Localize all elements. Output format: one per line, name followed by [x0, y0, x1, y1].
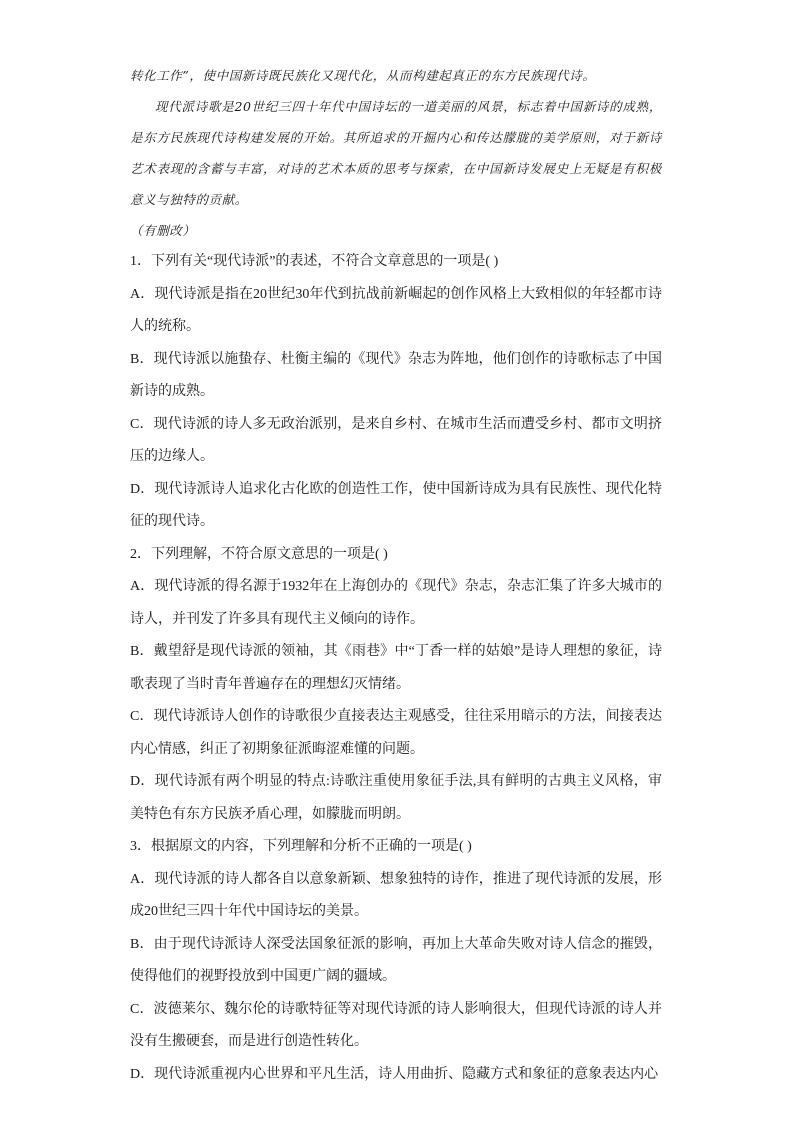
reading-passage [130, 60, 662, 246]
question-stem: 3．根据原文的内容，下列理解和分析不正确的一项是( ) [130, 839, 472, 854]
option-c: C．现代诗派的诗人多无政治派别，是来自乡村、在城市生活而遭受乡村、都市文明挤压的边缘人。 [130, 416, 662, 464]
option-b: B．戴望舒是现代诗派的领袖，其《雨巷》中“丁香一样的姑娘”是诗人理想的象征，诗歌表现了当时青年普遍存在的理想幻灭情绪。 [130, 644, 662, 692]
passage-paragraph: 转化工作”，使中国新诗既民族化又现代化，从而构建起真正的东方民族现代诗。 [130, 68, 596, 83]
passage-paragraph: 现代派诗歌是20世纪三四十年代中国诗坛的一道美丽的风景，标志着中国新诗的成熟，是东方民族现代诗构建发展的开始。其所追求的开掘内心和传达朦胧的美学原则，对于新诗艺术表现的含蓄与丰富，对诗的艺术本质的思考与探索，在中国新诗发展史上无疑是有积极意义与独特的贡献。 [130, 99, 662, 207]
option-b: B．由于现代诗派诗人深受法国象征派的影响，再加上大革命失败对诗人信念的摧毁，使得他们的视野投放到中国更广阔的疆域。 [130, 936, 662, 984]
option-d: D．现代诗派诗人追求化古化欧的创造性工作，使中国新诗成为具有民族性、现代化特征的现代诗。 [130, 481, 662, 529]
option-d: D．现代诗派有两个明显的特点:诗歌注重使用象征手法,具有鲜明的古典主义风格，审美特色有东方民族矛盾心理，如朦胧而明朗。 [130, 774, 662, 822]
question-1 [130, 246, 662, 539]
option-a: A．现代诗派的诗人都各自以意象新颖、想象独特的诗作，推进了现代诗派的发展，形成20世纪三四十年代中国诗坛的美景。 [130, 871, 662, 919]
question-2 [130, 539, 662, 832]
option-d: D．现代诗派重视内心世界和平凡生活，诗人用曲折、隐藏方式和象征的意象表达内心 [130, 1066, 659, 1082]
question-stem: 1．下列有关“现代诗派”的表述，不符合文章意思的一项是( ) [130, 254, 499, 269]
question-stem: 2．下列理解，不符合原文意思的一项是( ) [130, 546, 388, 562]
option-c: C．现代诗派诗人创作的诗歌很少直接表达主观感受，往往采用暗示的方法，间接表达内心情感，纠正了初期象征派晦涩难懂的问题。 [130, 709, 662, 757]
document-page [130, 60, 662, 1091]
option-c: C．波德莱尔、魏尔伦的诗歌特征等对现代诗派的诗人影响很大，但现代诗派的诗人并没有生搬硬套，而是进行创造性转化。 [130, 1001, 662, 1049]
option-b: B．现代诗派以施蛰存、杜衡主编的《现代》杂志为阵地，他们创作的诗歌标志了中国新诗的成熟。 [130, 351, 662, 399]
option-a: A．现代诗派是指在20世纪30年代到抗战前新崛起的创作风格上大致相似的年轻都市诗人的统称。 [130, 286, 662, 334]
option-a: A．现代诗派的得名源于1932年在上海创办的《现代》杂志，杂志汇集了许多大城市的诗人，并刊发了许多具有现代主义倾向的诗作。 [130, 579, 662, 627]
source-note: （有删改） [130, 223, 196, 238]
question-3 [130, 831, 662, 1091]
